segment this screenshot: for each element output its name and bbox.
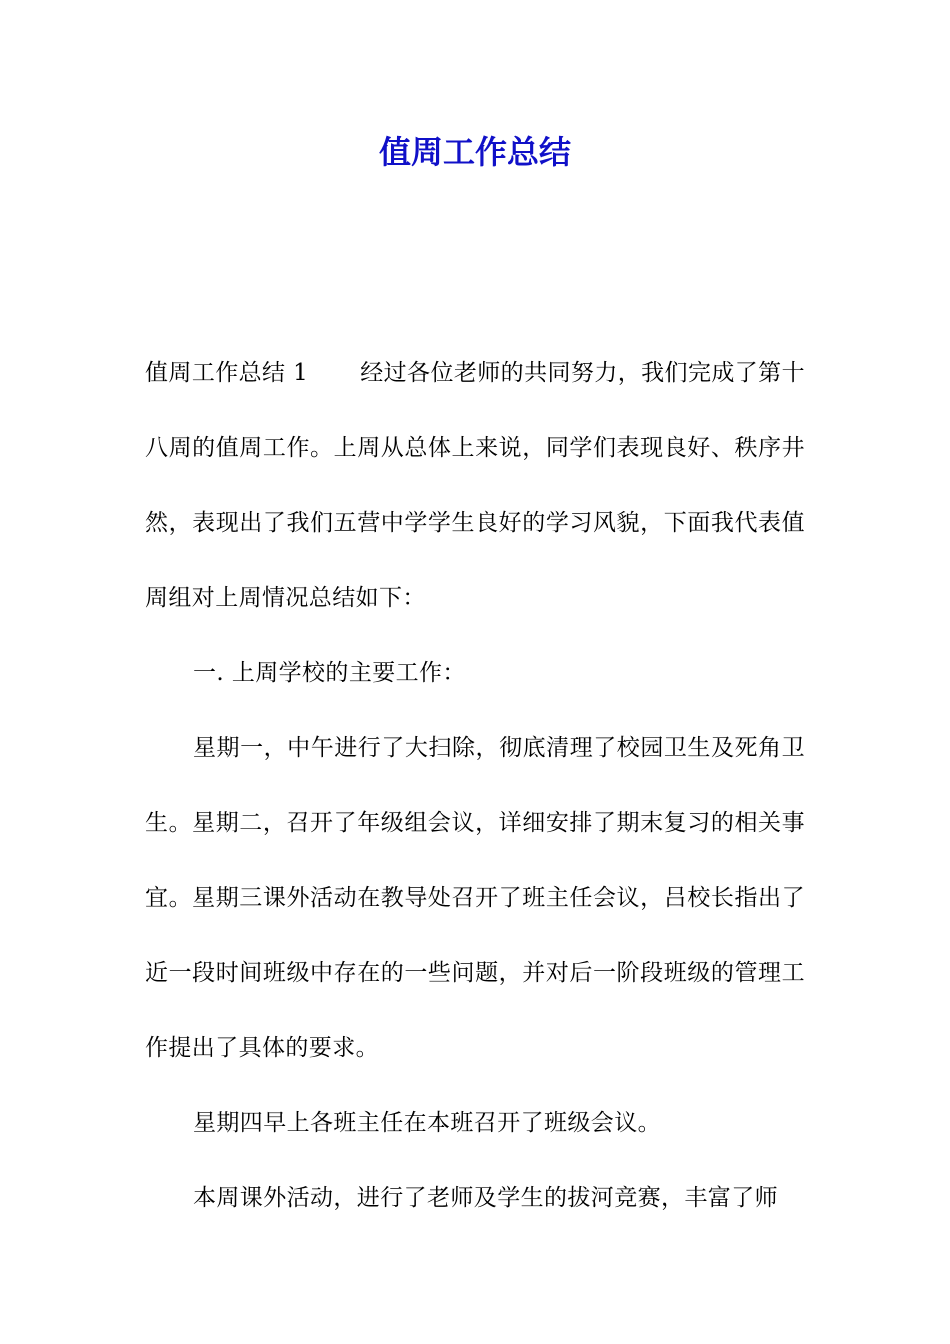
paragraph-text: 经过各位老师的共同努力，我们完成了第十八周的值周工作。上周从总体上来说，同学们表现良好、秩序井然，表现出了我们五营中学学生良好的学习风貌，下面我代表值周组对上周情况总结如下： bbox=[145, 360, 805, 611]
paragraph-activities: 本周课外活动，进行了老师及学生的拔河竞赛，丰富了师 bbox=[193, 1185, 778, 1211]
page-title: 值周工作总结 bbox=[378, 133, 571, 171]
paragraph-intro bbox=[145, 336, 805, 636]
paragraph-weekly-work: 星期一，中午进行了大扫除，彻底清理了校园卫生及死角卫生。星期二，召开了年级组会议，详细安排了期末复习的相关事宜。星期三课外活动在教导处召开了班主任会议，吕校长指出了近一段时间班级中存在的一些问题，并对后一阶段班级的管理工作提出了具体的要求。 bbox=[145, 735, 805, 1061]
paragraph-thursday: 星期四早上各班主任在本班召开了班级会议。 bbox=[193, 1110, 661, 1136]
document-body bbox=[145, 336, 805, 1236]
paragraph-section-heading: 一. 上周学校的主要工作： bbox=[193, 660, 466, 686]
section-heading: 值周工作总结 1 bbox=[145, 360, 309, 386]
